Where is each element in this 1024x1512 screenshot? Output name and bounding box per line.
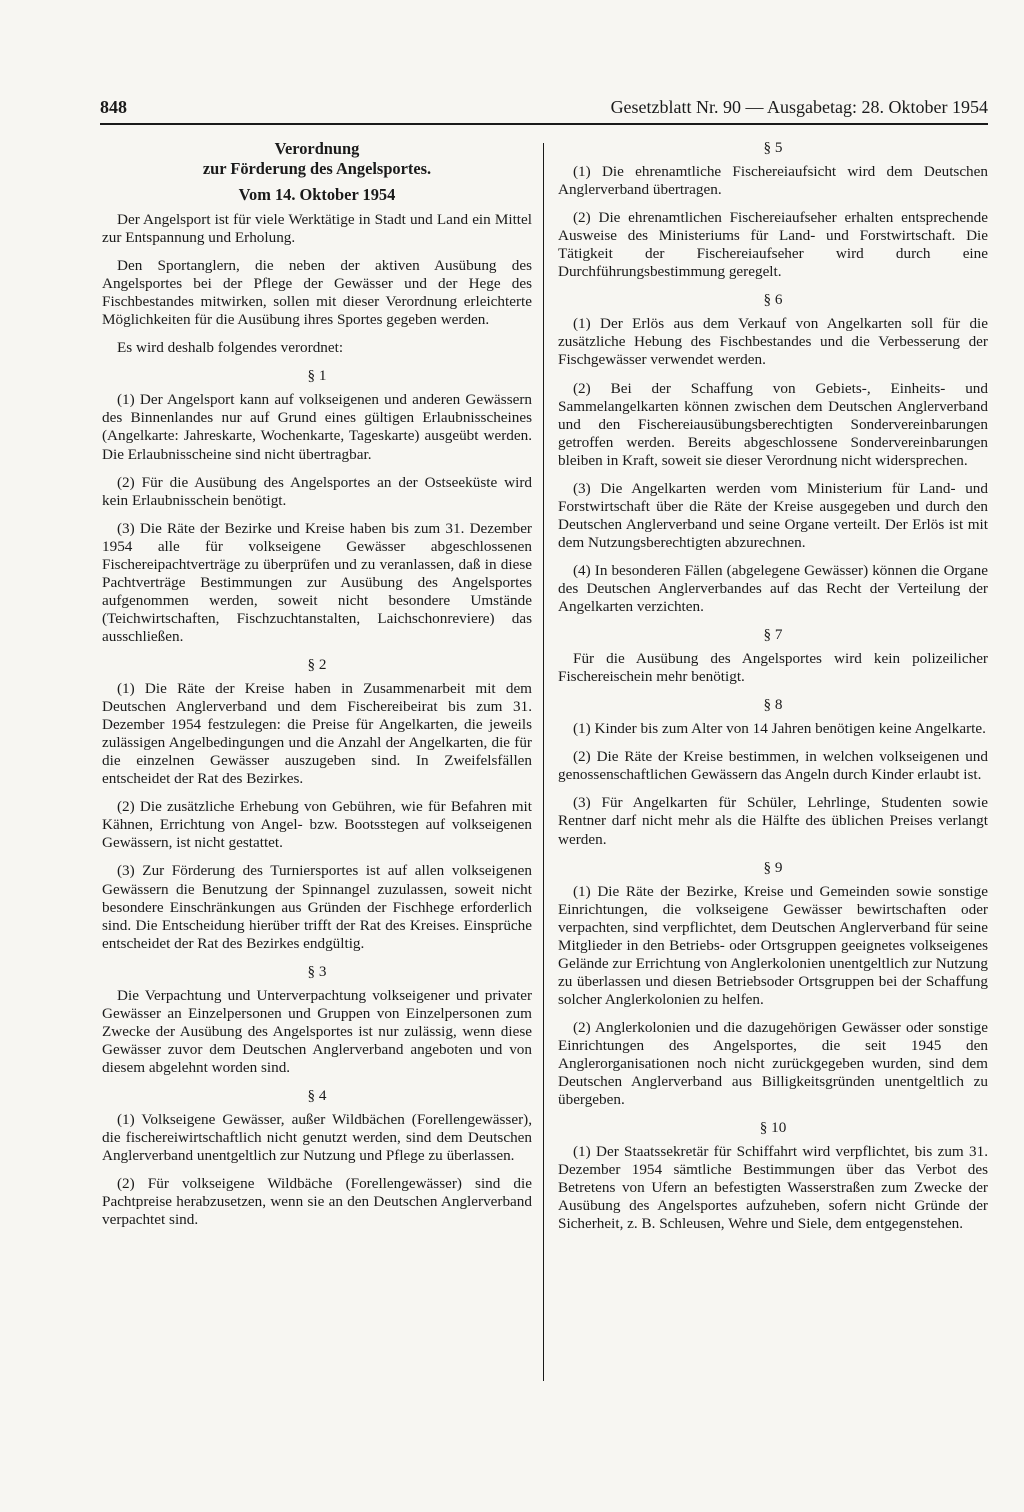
paragraph: (3) Die Angelkarten werden vom Ministerium für Land- und Forstwirtschaft über die Räte der Kreise ausgegeben und durch den Deutschen Anglerverband und seine Organe verteilt. Der Erlös ist mit dem Nutzungsberechtigten abzurechnen.	[558, 479, 988, 551]
right-column	[558, 139, 988, 1243]
title-line-2: zur Förderung des Angelsportes.	[202, 159, 432, 178]
section-heading: § 4	[307, 1086, 327, 1104]
paragraph: Der Angelsport ist für viele Werktätige in Stadt und Land ein Mittel zur Entspannung und Erholung.	[102, 211, 532, 247]
paragraph: (2) Die ehrenamtlichen Fischereiaufseher erhalten entsprechende Ausweise des Ministeriums für Land- und Forstwirtschaft. Die Tätigkeit der Fischereiaufseher wird durch eine Durchführungsbestimmung geregelt.	[558, 209, 988, 281]
running-title: Gesetzblatt Nr. 90 — Ausgabetag: 28. Oktober 1954	[610, 97, 988, 117]
section-heading: § 8	[763, 696, 783, 714]
paragraph: (3) Für Angelkarten für Schüler, Lehrlinge, Studenten sowie Rentner darf nicht mehr als die Hälfte des üblichen Preises verlangt werden.	[558, 794, 988, 848]
section-heading: § 9	[763, 858, 783, 876]
paragraph: (3) Zur Förderung des Turniersportes ist auf allen volkseigenen Gewässern die Benutzung der Spinnangel zuzulassen, soweit nicht besondere Einschränkungen aus Gründen der Fischhege erforderlich sind. Die Entscheidung hierüber trifft der Rat des Kreises. Einsprüche entscheidet der Rat des Bezirkes endgültig.	[102, 862, 532, 952]
section-heading: § 7	[763, 626, 783, 644]
paragraph: Den Sportanglern, die neben der aktiven Ausübung des Angelsportes bei der Pflege der Gewässer und der Hege des Fischbestandes mitwirken, sollen mit dieser Verordnung erleichterte Möglichkeiten für die Ausübung ihres Sportes gegeben werden.	[102, 257, 532, 329]
left-column	[102, 139, 532, 1239]
paragraph: (1) Volkseigene Gewässer, außer Wildbächen (Forellengewässer), die fischereiwirtschaftlich nicht genutzt werden, sind dem Deutschen Anglerverband unentgeltlich zur Nutzung und Pflege zu überlassen.	[102, 1111, 532, 1165]
column-divider	[543, 143, 544, 1381]
section-heading: § 5	[763, 139, 783, 156]
paragraph: (2) Für die Ausübung des Angelsportes an der Ostseeküste wird kein Erlaubnisschein benötigt.	[102, 473, 532, 509]
paragraph: (2) Für volkseigene Wildbäche (Forellengewässer) sind die Pachtpreise herabzusetzen, wenn sie an den Deutschen Anglerverband verpachtet sind.	[102, 1175, 532, 1229]
section-heading: § 10	[759, 1119, 787, 1137]
page-number: 848	[100, 97, 127, 117]
section-heading: § 2	[307, 655, 327, 673]
paragraph: Die Verpachtung und Unterverpachtung volkseigener und privater Gewässer an Einzelpersonen und Gruppen von Einzelpersonen zum Zwecke der Ausübung des Angelsportes ist nur zulässig, wenn diese Gewässer zuvor dem Deutschen Anglerverband angeboten und von diesem abgelehnt worden sind.	[102, 986, 532, 1076]
paragraph: (1) Der Angelsport kann auf volkseigenen und anderen Gewässern des Binnenlandes nur auf Grund eines gültigen Erlaubnisscheines (Angelkarte: Jahreskarte, Wochenkarte, Tageskarte) ausgeübt werden. Die Erlaubnisscheine sind nicht übertragbar.	[102, 391, 532, 463]
paragraph: (2) Bei der Schaffung von Gebiets-, Einheits- und Sammelangelkarten können zwischen dem Deutschen Anglerverband und den Fischereiausübungsberechtigten Sondervereinbarungen getroffen werden. Bereits abgeschlossene Sondervereinbarungen bleiben in Kraft, soweit sie dieser Verordnung nicht widersprechen.	[558, 379, 988, 469]
paragraph: (1) Der Staatssekretär für Schiffahrt wird verpflichtet, bis zum 31. Dezember 1954 sämtliche Bestimmungen über das Verbot des Betretens von Ufern an befestigten Wasserstraßen zum Zwecke der Ausübung des Angelsportes aufzuheben, sofern nicht Gründe der Sicherheit, z. B. Schleusen, Wehre und Siele, dem entgegenstehen.	[558, 1143, 988, 1233]
paragraph: (2) Anglerkolonien und die dazugehörigen Gewässer oder sonstige Einrichtungen des Angelsportes, die seit 1945 den Anglerorganisationen noch nicht zurückgegeben wurden, sind dem Deutschen Anglerverband aus Billigkeitsgründen unentgeltlich zu übergeben.	[558, 1018, 988, 1109]
paragraph: (1) Die ehrenamtliche Fischereiaufsicht wird dem Deutschen Anglerverband übertragen.	[558, 163, 988, 199]
section-heading: § 3	[307, 962, 327, 980]
paragraph: Für die Ausübung des Angelsportes wird kein polizeilicher Fischereischein mehr benötigt.	[558, 650, 988, 686]
paragraph: (1) Der Erlös aus dem Verkauf von Angelkarten soll für die zusätzliche Hebung des Fischbestandes und die Verbesserung der Fischgewässer verwendet werden.	[558, 315, 988, 369]
paragraph: (2) Die zusätzliche Erhebung von Gebühren, wie für Befahren mit Kähnen, Errichtung von Angel- bzw. Bootsstegen auf volkseigenen Gewässern, ist nicht gestattet.	[102, 798, 532, 852]
title-line-1: Verordnung	[274, 139, 360, 158]
section-heading: § 6	[763, 291, 783, 309]
paragraph: (4) In besonderen Fällen (abgelegene Gewässer) können die Organe des Deutschen Anglerverbandes auf das Recht der Verteilung der Angelkarten verzichten.	[558, 561, 988, 616]
paragraph: (1) Kinder bis zum Alter von 14 Jahren benötigen keine Angelkarte.	[573, 720, 986, 738]
paragraph: (2) Die Räte der Kreise bestimmen, in welchen volkseigenen und genossenschaftlichen Gewässern das Angeln durch Kinder erlaubt ist.	[558, 748, 988, 784]
paragraph: (1) Die Räte der Bezirke, Kreise und Gemeinden sowie sonstige Einrichtungen, die volkseigene Gewässer bewirtschaften oder verpachten, sind verpflichtet, dem Deutschen Anglerverband für seine Mitglieder in den Betriebs- oder Ortsgruppen geeignetes volkseigenes Gelände zur Errichtung von Anglerkolonien unentgeltlich zur Nutzung zu überlassen und diesen Betriebsoder Ortsgruppen bei der Schaffung solcher Anglerkolonien zu helfen.	[558, 882, 988, 1008]
decree-date: Vom 14. Oktober 1954	[238, 185, 396, 204]
section-heading: § 1	[307, 367, 327, 385]
header-rule	[100, 123, 988, 125]
paragraph: (3) Die Räte der Bezirke und Kreise haben bis zum 31. Dezember 1954 alle für volkseigene Gewässer abgeschlossenen Fischereipachtverträge zu überprüfen und zu veranlassen, daß in diese Pachtverträge Bestimmungen zur Ausübung des Angelsportes aufgenommen werden, soweit nicht besondere Umstände (Teichwirtschaften, Fischzuchtanstalten, Laichschonreviere) das ausschließen.	[102, 519, 532, 645]
paragraph: (1) Die Räte der Kreise haben in Zusammenarbeit mit dem Deutschen Anglerverband und dem Fischereibeirat bis zum 31. Dezember 1954 festzulegen: die Preise für Angelkarten, die jeweils zulässigen Angelbedingungen und die Anzahl der Angelkarten, die für die einzelnen Gewässer auszugeben sind. In Zweifelsfällen entscheidet der Rat des Bezirkes.	[102, 680, 532, 788]
page-header	[100, 92, 988, 122]
paragraph: Es wird deshalb folgendes verordnet:	[117, 339, 344, 357]
